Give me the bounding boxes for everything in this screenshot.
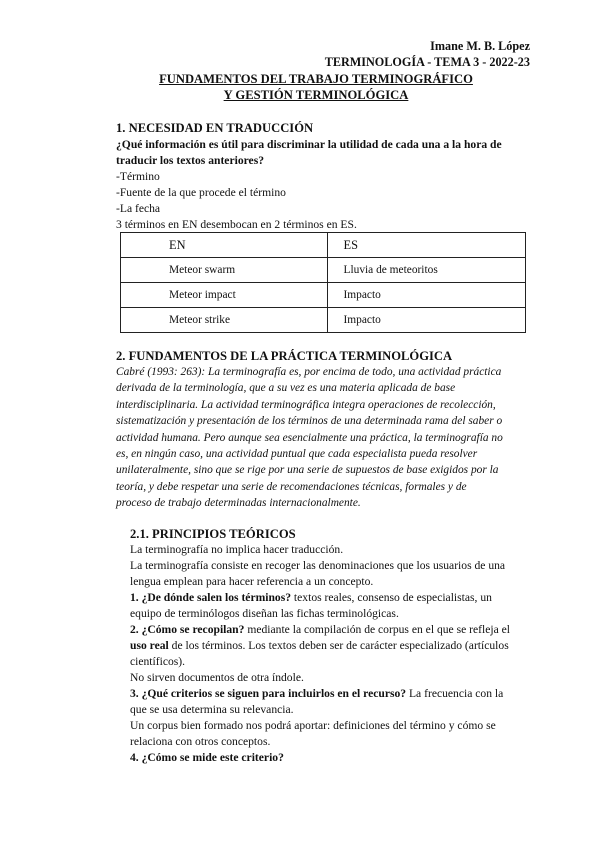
- paragraph: Un corpus bien formado nos podrá aportar: definiciones del término y cómo se: [130, 719, 496, 732]
- quote-line: unilateralmente, sino que se rige por una serie de supuestos de base exigidos por la: [116, 464, 499, 477]
- table-cell: Lluvia de meteoritos: [327, 258, 526, 283]
- question-line-1: ¿Qué información es útil para discriminar la utilidad de cada una a la hora de: [116, 138, 502, 151]
- list-item: -Fuente de la que procede el término: [116, 186, 286, 199]
- list-item: -La fecha: [116, 202, 161, 215]
- quote-line: teoría, y debe respetar una serie de recomendaciones técnicas, formales y de: [116, 480, 467, 493]
- course-info: TERMINOLOGÍA - TEMA 3 - 2022-23: [324, 55, 530, 69]
- table-cell: Meteor impact: [121, 283, 328, 308]
- table-cell: Meteor strike: [121, 308, 328, 333]
- question-2-label: 2. ¿Cómo se recopilan?: [130, 623, 245, 636]
- column-header-en: EN: [121, 233, 328, 258]
- table-row: [121, 308, 526, 333]
- table-row: [121, 283, 526, 308]
- section-2-1: [130, 526, 528, 542]
- terms-table: [120, 232, 526, 333]
- list-item: -Término: [116, 170, 160, 183]
- question-2-answer-cont: de los términos. Los textos deben ser de carácter especializado (artículos: [168, 639, 509, 652]
- table-cell: Impacto: [327, 283, 526, 308]
- question-2-answer: mediante la compilación de corpus en el que se refleja el: [244, 623, 511, 636]
- section-2: [116, 348, 528, 364]
- document-title-line-2: Y GESTIÓN TERMINOLÓGICA: [223, 88, 409, 102]
- cabre-quote: [116, 364, 528, 512]
- table-cell: Meteor swarm: [121, 258, 328, 283]
- quote-line: sistematización y presentación de los términos de una determinada rama del saber o: [116, 415, 503, 428]
- table-intro-note: 3 términos en EN desembocan en 2 términos en ES.: [116, 218, 357, 231]
- question-4: [130, 750, 528, 766]
- paragraph: No sirven documentos de otra índole.: [130, 671, 304, 684]
- table-row: [121, 258, 526, 283]
- question-1-answer: textos reales, consenso de especialistas, un: [291, 591, 492, 604]
- section-2-1-body: [130, 542, 528, 766]
- paragraph: lengua emplean para hacer referencia a un concepto.: [130, 575, 374, 588]
- paragraph: equipo de terminólogos diseñan las fichas terminológicas.: [130, 607, 399, 620]
- table-header-row: [121, 233, 526, 258]
- paragraph: La terminografía consiste en recoger las denominaciones que los usuarios de una: [130, 559, 506, 572]
- document-title-line-1: FUNDAMENTOS DEL TRABAJO TERMINOGRÁFICO: [159, 72, 473, 86]
- question-3-label: 3. ¿Qué criterios se siguen para incluirlos en el recurso?: [130, 687, 407, 700]
- quote-line: derivada de la terminología, que a su vez es una materia aplicada de base: [116, 382, 456, 395]
- section-2-heading: 2. FUNDAMENTOS DE LA PRÁCTICA TERMINOLÓGICA: [116, 349, 453, 363]
- paragraph: científicos).: [130, 655, 186, 668]
- quote-line: interdisciplinaria. La actividad terminográfica integra operaciones de recolección,: [116, 398, 496, 411]
- uso-real-emphasis: uso real: [130, 639, 169, 652]
- quote-line: actividad humana. Pero aunque sea esencialmente una práctica, la terminografía no: [116, 431, 503, 444]
- question-line-2: traducir los textos anteriores?: [116, 154, 265, 167]
- paragraph: La terminografía no implica hacer traducción.: [130, 543, 344, 556]
- table-cell: Impacto: [327, 308, 526, 333]
- section-1-heading: 1. NECESIDAD EN TRADUCCIÓN: [116, 121, 314, 135]
- quote-line: proceso de trabajo determinadas internacionalmente.: [116, 497, 361, 510]
- question-2-line-2: [130, 638, 528, 654]
- question-4-label: 4. ¿Cómo se mide este criterio?: [130, 751, 284, 764]
- question-3-answer: La frecuencia con la: [406, 687, 504, 700]
- quote-line: Cabré (1993: 263): La terminografía es, por encima de todo, una actividad práctica: [116, 366, 502, 378]
- question-3: [130, 686, 528, 702]
- section-2-1-heading: 2.1. PRINCIPIOS TEÓRICOS: [130, 527, 296, 541]
- section-1: [116, 120, 528, 136]
- quote-line: es, en ningún caso, una actividad puntual que cada especialista pueda resolver: [116, 448, 478, 461]
- question-1-label: 1. ¿De dónde salen los términos?: [130, 591, 292, 604]
- paragraph: que se usa determina su relevancia.: [130, 703, 294, 716]
- paragraph: relaciona con otros conceptos.: [130, 735, 271, 748]
- question-1: [130, 590, 528, 606]
- question-2: [130, 622, 528, 638]
- section-1-body: [116, 137, 528, 233]
- column-header-es: ES: [327, 233, 526, 258]
- author-name: Imane M. B. López: [430, 39, 530, 53]
